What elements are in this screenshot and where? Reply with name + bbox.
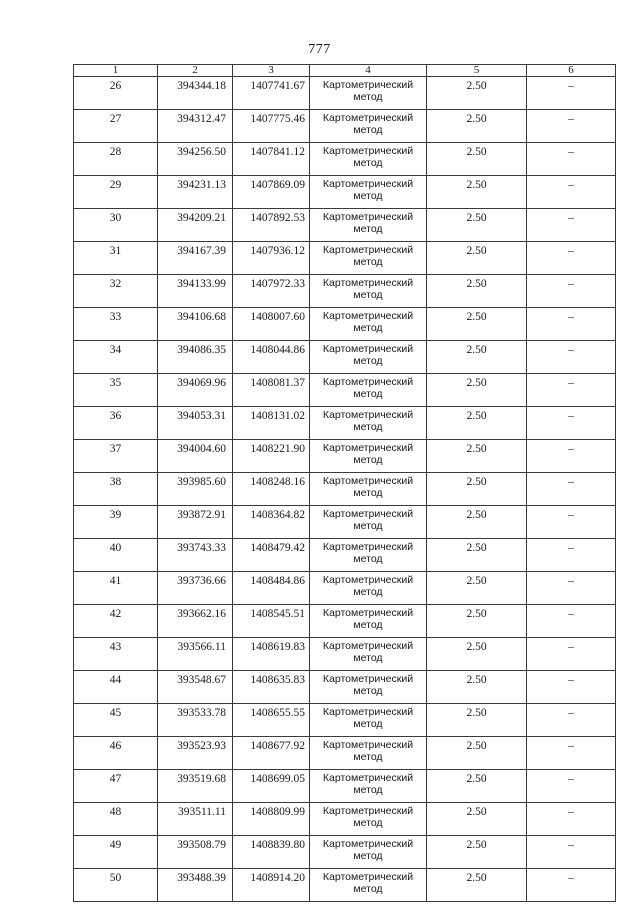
method-cell [310,836,427,869]
method-cell [310,671,427,704]
method-text-line1: Картометрический [322,706,414,718]
table-row [74,308,616,341]
method-cell [310,770,427,803]
point-number-cell: 27 [74,110,158,143]
table-row [74,869,616,902]
precision-cell: 2.50 [427,869,527,902]
y-coordinate-cell: 1408677.92 [233,737,310,770]
method-text-line2: метод [353,355,383,367]
precision-cell: 2.50 [427,275,527,308]
method-cell [310,704,427,737]
method-text-line2: метод [353,322,383,334]
table-row [74,737,616,770]
method-text-line2: метод [353,751,383,763]
note-cell: – [527,77,616,110]
point-number-cell: 29 [74,176,158,209]
table-row [74,209,616,242]
table-header-row [74,65,616,77]
method-cell [310,869,427,902]
point-number-cell: 38 [74,473,158,506]
precision-cell: 2.50 [427,803,527,836]
y-coordinate-cell: 1408484.86 [233,572,310,605]
method-cell [310,440,427,473]
precision-cell: 2.50 [427,176,527,209]
point-number-cell: 31 [74,242,158,275]
method-text-line1: Картометрический [322,805,414,817]
y-coordinate-cell: 1408619.83 [233,638,310,671]
precision-cell: 2.50 [427,605,527,638]
note-cell: – [527,110,616,143]
point-number-cell: 48 [74,803,158,836]
method-cell [310,77,427,110]
table-row [74,539,616,572]
y-coordinate-cell: 1407869.09 [233,176,310,209]
table-row [74,605,616,638]
precision-cell: 2.50 [427,704,527,737]
method-text-line2: метод [353,850,383,862]
method-cell [310,473,427,506]
point-number-cell: 41 [74,572,158,605]
point-number-cell: 47 [74,770,158,803]
method-cell [310,605,427,638]
method-text-line1: Картометрический [322,376,414,388]
x-coordinate-cell: 393743.33 [158,539,233,572]
x-coordinate-cell: 393523.93 [158,737,233,770]
method-text-line2: метод [353,718,383,730]
y-coordinate-cell: 1407936.12 [233,242,310,275]
method-cell [310,803,427,836]
precision-cell: 2.50 [427,671,527,704]
note-cell: – [527,473,616,506]
y-coordinate-cell: 1408699.05 [233,770,310,803]
method-text-line1: Картометрический [322,178,414,190]
y-coordinate-cell: 1408007.60 [233,308,310,341]
precision-cell: 2.50 [427,374,527,407]
method-text-line2: метод [353,520,383,532]
y-coordinate-cell: 1408479.42 [233,539,310,572]
point-number-cell: 34 [74,341,158,374]
precision-cell: 2.50 [427,110,527,143]
method-cell [310,275,427,308]
note-cell: – [527,803,616,836]
table-row [74,77,616,110]
precision-cell: 2.50 [427,407,527,440]
table-row [74,341,616,374]
note-cell: – [527,308,616,341]
method-text-line1: Картометрический [322,673,414,685]
precision-cell: 2.50 [427,836,527,869]
column-header-2: 2 [158,65,233,77]
point-number-cell: 26 [74,77,158,110]
table-row [74,572,616,605]
table-row [74,638,616,671]
table-row [74,803,616,836]
method-text-line2: метод [353,157,383,169]
y-coordinate-cell: 1407972.33 [233,275,310,308]
y-coordinate-cell: 1408809.99 [233,803,310,836]
method-cell [310,737,427,770]
table-row [74,374,616,407]
point-number-cell: 28 [74,143,158,176]
note-cell: – [527,572,616,605]
y-coordinate-cell: 1408364.82 [233,506,310,539]
point-number-cell: 36 [74,407,158,440]
point-number-cell: 50 [74,869,158,902]
y-coordinate-cell: 1407892.53 [233,209,310,242]
precision-cell: 2.50 [427,506,527,539]
note-cell: – [527,440,616,473]
x-coordinate-cell: 393508.79 [158,836,233,869]
method-text-line2: метод [353,652,383,664]
precision-cell: 2.50 [427,473,527,506]
point-number-cell: 46 [74,737,158,770]
note-cell: – [527,374,616,407]
note-cell: – [527,737,616,770]
method-text-line1: Картометрический [322,211,414,223]
method-text-line1: Картометрический [322,343,414,355]
method-text-line2: метод [353,619,383,631]
method-cell [310,374,427,407]
note-cell: – [527,638,616,671]
method-cell [310,506,427,539]
note-cell: – [527,671,616,704]
column-header-1: 1 [74,65,158,77]
method-cell [310,407,427,440]
method-text-line1: Картометрический [322,310,414,322]
note-cell: – [527,539,616,572]
y-coordinate-cell: 1408635.83 [233,671,310,704]
note-cell: – [527,506,616,539]
y-coordinate-cell: 1407841.12 [233,143,310,176]
x-coordinate-cell: 394167.39 [158,242,233,275]
method-cell [310,308,427,341]
x-coordinate-cell: 394209.21 [158,209,233,242]
method-cell [310,539,427,572]
point-number-cell: 35 [74,374,158,407]
x-coordinate-cell: 393519.68 [158,770,233,803]
table-row [74,704,616,737]
table-row [74,143,616,176]
table-row [74,176,616,209]
method-text-line1: Картометрический [322,772,414,784]
point-number-cell: 32 [74,275,158,308]
y-coordinate-cell: 1408044.86 [233,341,310,374]
precision-cell: 2.50 [427,242,527,275]
precision-cell: 2.50 [427,440,527,473]
note-cell: – [527,605,616,638]
x-coordinate-cell: 393488.39 [158,869,233,902]
x-coordinate-cell: 393566.11 [158,638,233,671]
method-cell [310,209,427,242]
method-cell [310,143,427,176]
point-number-cell: 44 [74,671,158,704]
method-text-line2: метод [353,685,383,697]
precision-cell: 2.50 [427,770,527,803]
method-cell [310,638,427,671]
precision-cell: 2.50 [427,638,527,671]
method-text-line2: метод [353,553,383,565]
method-text-line1: Картометрический [322,541,414,553]
table-row [74,671,616,704]
method-text-line2: метод [353,388,383,400]
method-text-line1: Картометрический [322,277,414,289]
method-cell [310,242,427,275]
x-coordinate-cell: 394106.68 [158,308,233,341]
method-text-line1: Картометрический [322,640,414,652]
y-coordinate-cell: 1408839.80 [233,836,310,869]
method-text-line1: Картометрический [322,442,414,454]
note-cell: – [527,176,616,209]
note-cell: – [527,869,616,902]
precision-cell: 2.50 [427,539,527,572]
x-coordinate-cell: 393872.91 [158,506,233,539]
method-text-line2: метод [353,91,383,103]
method-text-line2: метод [353,421,383,433]
table-row [74,836,616,869]
method-text-line1: Картометрический [322,244,414,256]
y-coordinate-cell: 1407775.46 [233,110,310,143]
method-text-line1: Картометрический [322,574,414,586]
method-text-line1: Картометрический [322,475,414,487]
y-coordinate-cell: 1408081.37 [233,374,310,407]
point-number-cell: 43 [74,638,158,671]
table-row [74,440,616,473]
method-text-line2: метод [353,817,383,829]
table-row [74,275,616,308]
x-coordinate-cell: 393548.67 [158,671,233,704]
precision-cell: 2.50 [427,341,527,374]
precision-cell: 2.50 [427,209,527,242]
method-text-line2: метод [353,883,383,895]
precision-cell: 2.50 [427,308,527,341]
note-cell: – [527,704,616,737]
table-row [74,242,616,275]
method-text-line1: Картометрический [322,79,414,91]
method-text-line2: метод [353,454,383,466]
x-coordinate-cell: 394086.35 [158,341,233,374]
method-text-line2: метод [353,784,383,796]
table-row [74,110,616,143]
column-header-5: 5 [427,65,527,77]
table-row [74,770,616,803]
y-coordinate-cell: 1408131.02 [233,407,310,440]
x-coordinate-cell: 394312.47 [158,110,233,143]
y-coordinate-cell: 1408655.55 [233,704,310,737]
x-coordinate-cell: 393736.66 [158,572,233,605]
method-text-line1: Картометрический [322,508,414,520]
method-text-line1: Картометрический [322,145,414,157]
column-header-6: 6 [527,65,616,77]
method-text-line1: Картометрический [322,409,414,421]
note-cell: – [527,275,616,308]
y-coordinate-cell: 1408914.20 [233,869,310,902]
point-number-cell: 49 [74,836,158,869]
column-header-4: 4 [310,65,427,77]
note-cell: – [527,143,616,176]
method-text-line1: Картометрический [322,739,414,751]
point-number-cell: 39 [74,506,158,539]
note-cell: – [527,341,616,374]
precision-cell: 2.50 [427,737,527,770]
x-coordinate-cell: 394133.99 [158,275,233,308]
precision-cell: 2.50 [427,143,527,176]
note-cell: – [527,407,616,440]
x-coordinate-cell: 393533.78 [158,704,233,737]
note-cell: – [527,836,616,869]
coordinates-table [73,64,616,902]
method-text-line2: метод [353,124,383,136]
y-coordinate-cell: 1408221.90 [233,440,310,473]
page-number: 777 [308,42,331,57]
method-text-line1: Картометрический [322,112,414,124]
precision-cell: 2.50 [427,572,527,605]
y-coordinate-cell: 1408545.51 [233,605,310,638]
table-row [74,506,616,539]
x-coordinate-cell: 394256.50 [158,143,233,176]
table-body [74,77,616,902]
point-number-cell: 40 [74,539,158,572]
x-coordinate-cell: 394053.31 [158,407,233,440]
y-coordinate-cell: 1407741.67 [233,77,310,110]
method-text-line2: метод [353,256,383,268]
method-text-line1: Картометрический [322,871,414,883]
method-text-line1: Картометрический [322,607,414,619]
table-row [74,473,616,506]
method-text-line1: Картометрический [322,838,414,850]
method-cell [310,176,427,209]
precision-cell: 2.50 [427,77,527,110]
method-cell [310,110,427,143]
method-text-line2: метод [353,190,383,202]
x-coordinate-cell: 393511.11 [158,803,233,836]
table-row [74,407,616,440]
method-cell [310,572,427,605]
point-number-cell: 33 [74,308,158,341]
method-cell [310,341,427,374]
x-coordinate-cell: 393662.16 [158,605,233,638]
method-text-line2: метод [353,223,383,235]
column-header-3: 3 [233,65,310,77]
note-cell: – [527,209,616,242]
x-coordinate-cell: 394069.96 [158,374,233,407]
point-number-cell: 37 [74,440,158,473]
point-number-cell: 45 [74,704,158,737]
method-text-line2: метод [353,487,383,499]
x-coordinate-cell: 394344.18 [158,77,233,110]
point-number-cell: 30 [74,209,158,242]
y-coordinate-cell: 1408248.16 [233,473,310,506]
note-cell: – [527,770,616,803]
x-coordinate-cell: 394004.60 [158,440,233,473]
x-coordinate-cell: 394231.13 [158,176,233,209]
method-text-line2: метод [353,586,383,598]
point-number-cell: 42 [74,605,158,638]
note-cell: – [527,242,616,275]
x-coordinate-cell: 393985.60 [158,473,233,506]
method-text-line2: метод [353,289,383,301]
